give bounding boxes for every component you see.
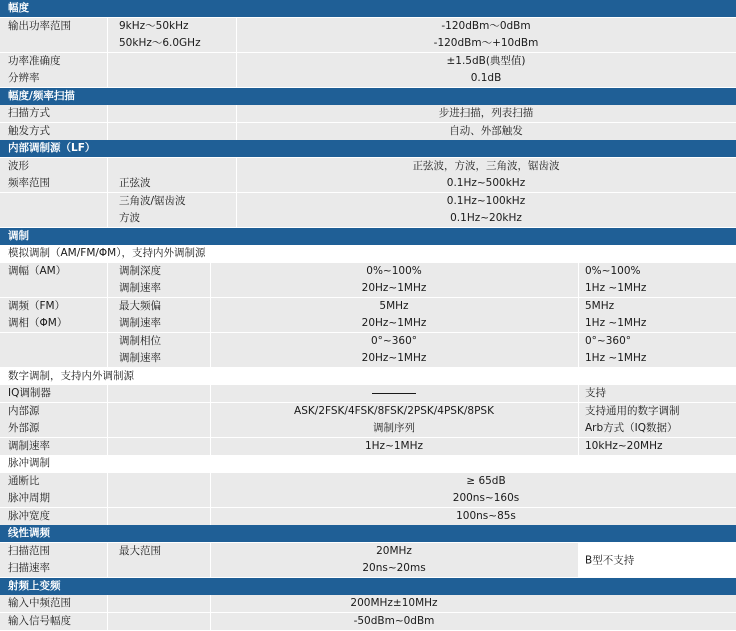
- cell-value: 1Hz ~1MHz: [585, 282, 647, 294]
- table-row: [0, 193, 736, 210]
- row-label: 扫描范围: [8, 544, 50, 557]
- row-label: 扫描速率: [8, 562, 50, 574]
- table-row: [0, 53, 736, 70]
- cell-value: -120dBm～+10dBm: [433, 37, 539, 49]
- table-row: [0, 438, 736, 455]
- table-row: [0, 175, 736, 192]
- cell-value: 10kHz~20MHz: [585, 439, 663, 452]
- section-title: 射频上变频: [8, 579, 61, 592]
- cell-value: 0.1Hz~100kHz: [446, 194, 526, 207]
- section-header-amplitude: [0, 0, 736, 17]
- group-title: 模拟调制（AM/FM/ΦM），支持内外调制源: [8, 247, 206, 259]
- cell-value: 支持通用的数字调制: [585, 404, 680, 417]
- row-label: 输入中频范围: [8, 597, 71, 609]
- cell-value: 0.1dB: [470, 72, 502, 84]
- table-row: [0, 490, 736, 507]
- section-header-sweep: [0, 88, 736, 105]
- column-divider: [107, 105, 108, 140]
- table-row: [0, 105, 736, 122]
- column-divider: [107, 263, 108, 368]
- table-row: [0, 158, 736, 175]
- table-row: [0, 455, 736, 472]
- section-header-rf-upconvert: [0, 578, 736, 595]
- table-row: [0, 613, 736, 630]
- cell-value: -50dBm~0dBm: [353, 614, 435, 627]
- column-divider: [107, 595, 108, 631]
- table-row: [0, 420, 736, 437]
- cell-value: 正弦波，方波，三角波，锯齿波: [412, 159, 560, 172]
- section-title: 线性调频: [8, 527, 50, 539]
- row-label: 内部源: [8, 404, 40, 417]
- section-title: 幅度/频率扫描: [8, 89, 75, 102]
- table-row: [0, 123, 736, 140]
- cell-value: 调制序列: [373, 422, 415, 434]
- sub-label: 最大范围: [119, 544, 161, 557]
- sub-label: 方波: [119, 212, 140, 224]
- column-divider: [236, 158, 237, 228]
- row-label: 通断比: [8, 474, 40, 487]
- table-row: [0, 595, 736, 612]
- column-divider: [236, 18, 237, 88]
- column-divider: [107, 385, 108, 455]
- row-label: 脉冲宽度: [8, 509, 50, 522]
- cell-value: 0.1Hz~20kHz: [450, 212, 522, 224]
- column-divider: [210, 543, 211, 578]
- column-divider: [578, 385, 579, 455]
- cell-value: 20Hz~1MHz: [361, 317, 427, 329]
- column-divider: [210, 473, 211, 526]
- table-row: [0, 18, 736, 35]
- table-row: [0, 473, 736, 490]
- section-title: 调制: [8, 229, 29, 242]
- sub-label: 调制相位: [119, 334, 161, 347]
- sub-label: 调制速率: [119, 282, 161, 294]
- row-label: 脉冲周期: [8, 492, 50, 504]
- table-row: [0, 70, 736, 87]
- cell-value: 0%~100%: [366, 264, 422, 277]
- cell-value: 200ns~160s: [452, 492, 520, 504]
- cell-value: 0%~100%: [585, 264, 641, 277]
- merged-cell: [578, 543, 736, 578]
- table-row: [0, 385, 736, 402]
- column-divider: [107, 473, 108, 526]
- column-divider: [107, 543, 108, 578]
- cell-value: ≥ 65dB: [466, 474, 506, 487]
- row-label: 输入信号幅度: [8, 614, 71, 627]
- group-title: 数字调制，支持内外调制源: [8, 369, 134, 382]
- table-row: [0, 368, 736, 385]
- sub-label: 调制速率: [119, 352, 161, 364]
- cell-value: 100ns~85s: [456, 509, 516, 522]
- column-divider: [210, 263, 211, 368]
- cell-value: ±1.5dB(典型值): [446, 54, 526, 67]
- section-title: 幅度: [8, 2, 29, 14]
- row-label: 扫描方式: [8, 107, 50, 119]
- column-divider: [107, 158, 108, 228]
- table-row: [0, 298, 736, 315]
- sub-label: 50kHz～6.0GHz: [119, 37, 201, 49]
- cell-value: 5MHz: [585, 299, 615, 312]
- column-divider: [236, 105, 237, 140]
- cell-value: 0.1Hz~500kHz: [446, 177, 526, 189]
- sub-label: 调制速率: [119, 317, 161, 329]
- sub-label: 正弦波: [119, 177, 151, 189]
- row-label: 频率范围: [8, 177, 50, 189]
- cell-value: 0°~360°: [370, 334, 418, 347]
- section-header-linear-sweep: [0, 525, 736, 542]
- cell-value: 支持: [585, 387, 606, 399]
- cell-value: 0°~360°: [585, 334, 632, 347]
- cell-value: 20Hz~1MHz: [361, 282, 427, 294]
- table-row: [0, 403, 736, 420]
- cell-value: 1Hz ~1MHz: [585, 317, 647, 329]
- section-title: 内部调制源（LF）: [8, 142, 96, 154]
- row-label: 调相（ΦM）: [8, 317, 68, 329]
- row-label: 输出功率范围: [8, 19, 71, 32]
- cell-value: B型不支持: [585, 554, 635, 567]
- cell-value: -120dBm～0dBm: [441, 19, 531, 32]
- table-row: [0, 508, 736, 525]
- dash-placeholder: [372, 385, 416, 402]
- table-row: [0, 315, 736, 332]
- cell-value: 20ns~20ms: [362, 562, 426, 574]
- sub-label: 调制深度: [119, 264, 161, 277]
- group-title: 脉冲调制: [8, 457, 50, 469]
- column-divider: [107, 18, 108, 88]
- row-label: 调制速率: [8, 439, 50, 452]
- table-row: [0, 263, 736, 280]
- section-header-internal-source: [0, 140, 736, 157]
- table-row: [0, 333, 736, 350]
- cell-value: 自动、外部触发: [449, 124, 523, 137]
- table-row: [0, 245, 736, 262]
- sub-label: 最大频偏: [119, 299, 161, 312]
- sub-label: 三角波/锯齿波: [119, 194, 186, 207]
- column-divider: [210, 385, 211, 455]
- cell-value: 步进扫描，列表扫描: [438, 107, 534, 119]
- column-divider: [578, 263, 579, 368]
- cell-value: 1Hz ~1MHz: [585, 352, 647, 364]
- row-label: 功率准确度: [8, 54, 61, 67]
- cell-value: ASK/2FSK/4FSK/8FSK/2PSK/4PSK/8PSK: [294, 404, 494, 417]
- table-row: [0, 350, 736, 367]
- row-label: 分辨率: [8, 72, 40, 84]
- cell-value: Arb方式（IQ数据）: [585, 422, 678, 434]
- column-divider: [210, 595, 211, 631]
- cell-value: 5MHz: [379, 299, 409, 312]
- row-label: 外部源: [8, 422, 40, 434]
- sub-label: 9kHz～50kHz: [119, 19, 189, 32]
- cell-value: 20Hz~1MHz: [361, 352, 427, 364]
- row-label: 调频（FM）: [8, 299, 66, 312]
- cell-value: 1Hz~1MHz: [364, 439, 424, 452]
- row-label: IQ调制器: [8, 387, 51, 399]
- table-row: [0, 280, 736, 297]
- row-label: 调幅（AM）: [8, 264, 67, 277]
- section-header-modulation: [0, 228, 736, 245]
- cell-value: 200MHz±10MHz: [350, 597, 438, 609]
- table-row: [0, 210, 736, 227]
- row-label: 触发方式: [8, 124, 50, 137]
- table-row: [0, 35, 736, 52]
- cell-value: 20MHz: [376, 544, 412, 557]
- row-label: 波形: [8, 159, 29, 172]
